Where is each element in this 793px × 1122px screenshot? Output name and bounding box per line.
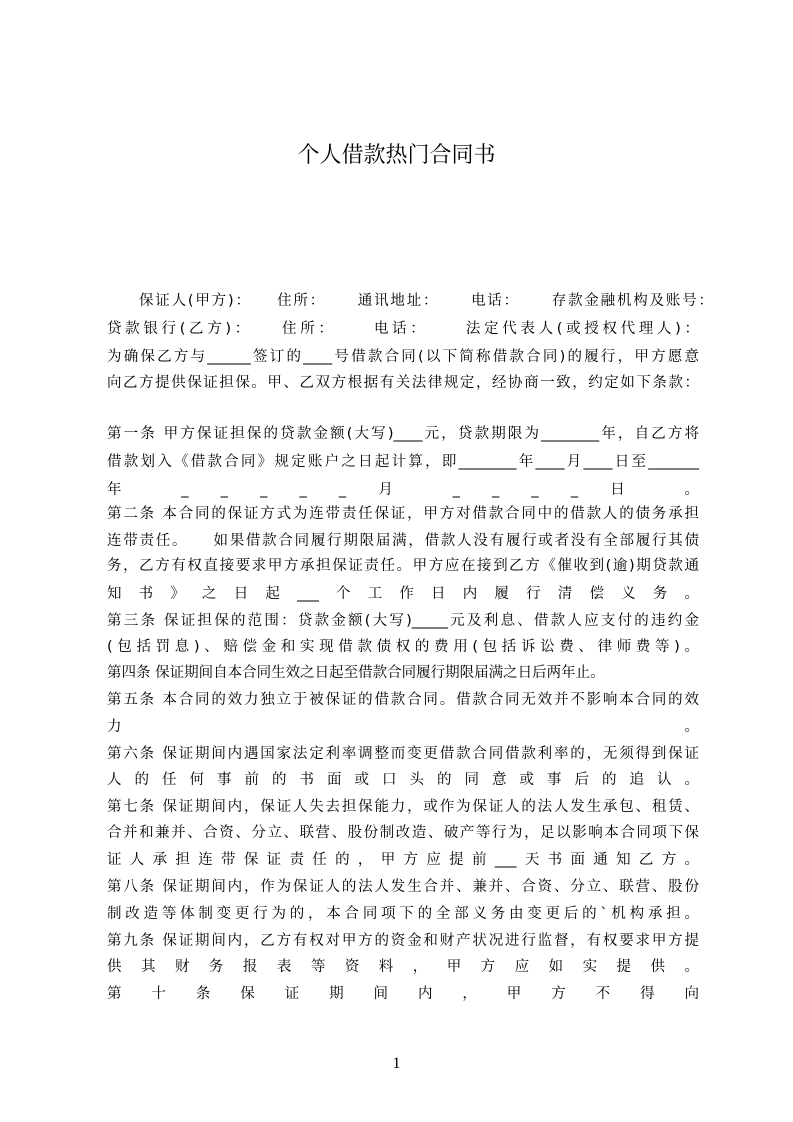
- article-3-line: 第三条 保证担保的范围：贷款金额(大写)_____元及利息、借款人应支付的违约金: [107, 613, 699, 629]
- text-line: 为确保乙方与______签订的____号借款合同(以下简称借款合同)的履行，甲方愿意: [107, 349, 699, 365]
- article-8-line: 第八条 保证期间内，作为保证人的法人发生合并、兼并、合资、分立、联营、股份: [107, 879, 699, 895]
- text-line: (包括罚息)、赔偿金和实现借款债权的费用(包括诉讼费、律师费等)。: [107, 639, 699, 655]
- article-5-line: 第五条 本合同的效力独立于被保证的借款合同。借款合同无效并不影响本合同的效: [107, 692, 699, 708]
- text-line: 年 _ _ _ _ _ 月 _ _ _ _ 日 。: [107, 482, 699, 498]
- text-line: 供其财务报表等资料，甲方应如实提供。: [107, 959, 699, 975]
- text-line: 知书》之日起___个工作日内履行清偿义务。: [107, 586, 699, 602]
- text-line: 证人承担连带保证责任的，甲方应提前___天书面通知乙方。: [107, 852, 699, 868]
- text-line: 向乙方提供保证担保。甲、乙双方根据有关法律规定，经协商一致，约定如下条款：: [107, 375, 699, 391]
- text-line-bank-info: 贷款银行(乙方)： 住所： 电话： 法定代表人(或授权代理人)：: [107, 321, 699, 337]
- text-line: 务，乙方有权直接要求甲方承担保证责任。甲方应在接到乙方《催收到(逾)期贷款通: [107, 558, 699, 574]
- article-1-line: 第一条 甲方保证担保的贷款金额(大写)____元，贷款期限为________年，自乙方将: [107, 426, 699, 442]
- text-line: 借款划入《借款合同》规定账户之日起计算，即________年____月____日至_______: [107, 454, 699, 470]
- text-line: 连带责任。 如果借款合同履行期限届满，借款人没有履行或者没有全部履行其债: [107, 533, 699, 549]
- page-number: 1: [392, 1055, 401, 1072]
- article-10-line: 第 十 条 保 证 期 间 内 ， 甲 方 不 得 向: [107, 986, 699, 1002]
- article-4-line: 第四条 保证期间自本合同生效之日起至借款合同履行期限届满之日后两年止。: [107, 665, 605, 681]
- text-line-guarantor-info: 保证人(甲方)： 住所： 通讯地址： 电话： 存款金融机构及账号：: [139, 293, 713, 309]
- document-title: 个人借款热门合同书: [297, 143, 496, 168]
- article-9-line: 第九条 保证期间内，乙方有权对甲方的资金和财产状况进行监督，有权要求甲方提: [107, 933, 699, 949]
- article-6-line: 第六条 保证期间内遇国家法定利率调整而变更借款合同借款利率的，无须得到保证: [107, 746, 699, 762]
- text-line: 制改造等体制变更行为的，本合同项下的全部义务由变更后的`机构承担。: [107, 906, 699, 922]
- text-line: 合并和兼并、合资、分立、联营、股份制改造、破产等行为，足以影响本合同项下保: [107, 825, 699, 841]
- text-line: 力 。: [107, 719, 699, 735]
- text-line: 人的任何事前的书面或口头的同意或事后的追认。: [107, 772, 699, 788]
- article-7-line: 第七条 保证期间内，保证人失去担保能力，或作为保证人的法人发生承包、租赁、: [107, 799, 699, 815]
- article-2-line: 第二条 本合同的保证方式为连带责任保证，甲方对借款合同中的借款人的债务承担: [107, 506, 699, 522]
